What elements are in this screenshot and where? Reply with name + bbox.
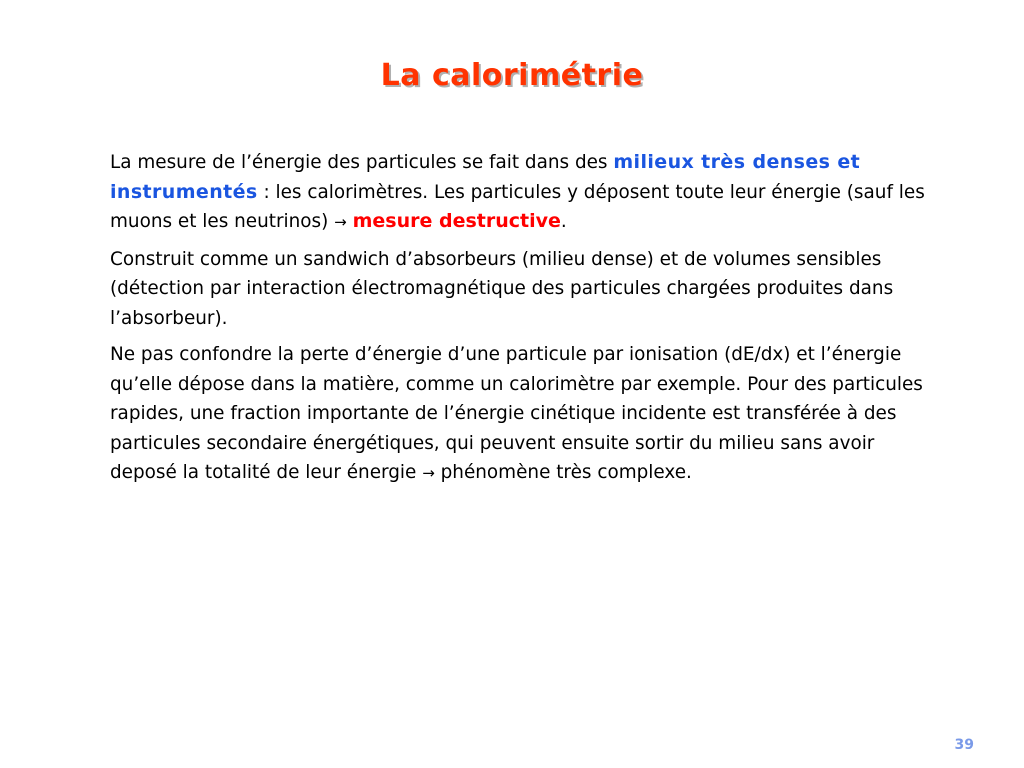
paragraph-measurement	[110, 148, 930, 238]
paragraph-text: Construit comme un sandwich d’absorbeurs (milieu dense) et de volumes sensibles (détection par interaction électromagnétique des particules chargées produites dans l’absorbeur).	[110, 248, 894, 329]
emphasis-destructive-measure: mesure destructive	[352, 210, 561, 232]
paragraph-text: .	[560, 211, 567, 232]
right-arrow-icon: →	[334, 213, 347, 231]
slide-body	[110, 148, 930, 496]
page-number: 39	[954, 737, 974, 753]
paragraph-sandwich	[110, 245, 930, 334]
paragraph-text: La mesure de l’énergie des particules se fait dans des	[110, 152, 614, 173]
right-arrow-icon: →	[422, 464, 435, 482]
paragraph-text: phénomène très complexe.	[434, 462, 692, 483]
paragraph-text: Ne pas confondre la perte d’énergie d’une particule par ionisation (dE/dx) et l’énergie qu’elle dépose dans la matière, comme un calorimètre par exemple. Pour des particules rapides, une fraction importante de l’énergie cinétique incidente est transférée à des particules secondaire énergétiques, qui peuvent ensuite sortir du milieu sans avoir deposé la totalité de leur énergie	[110, 344, 923, 483]
slide-title: La calorimétrie	[380, 58, 644, 93]
emphasis-dense-media: milieux très denses et instrumentés	[110, 151, 861, 203]
paragraph-text: : les calorimètres. Les particules y déposent toute leur énergie (sauf les muons et les neutrinos)	[110, 181, 925, 232]
paragraph-energy-loss	[110, 340, 930, 489]
